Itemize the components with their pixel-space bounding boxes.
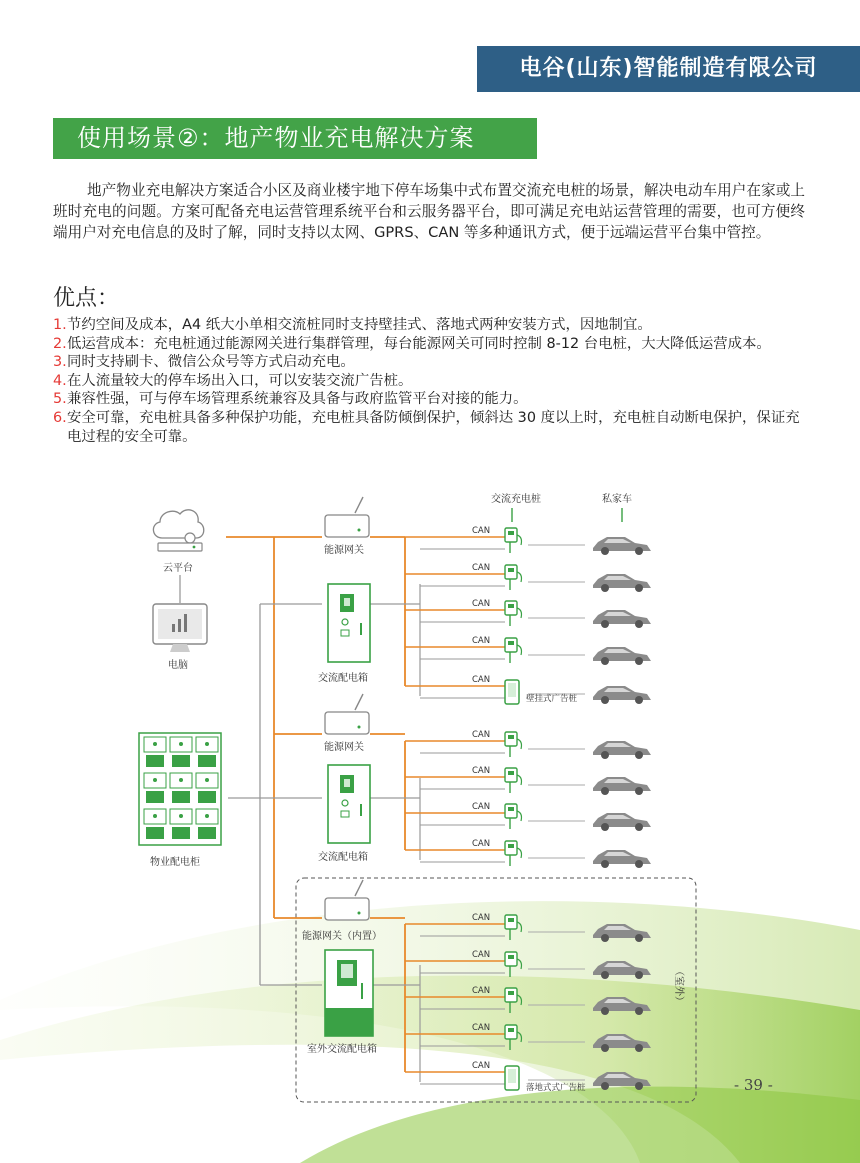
car-icon (593, 813, 651, 831)
cabinet-cell (170, 809, 192, 839)
wall-charger-icon (505, 601, 522, 626)
car-icon (593, 686, 651, 704)
cabinet-cell (144, 737, 166, 767)
wall-charger-icon (505, 768, 522, 793)
cabinet-cell (144, 809, 166, 839)
can-label: CAN (472, 636, 491, 646)
company-name-banner: 电谷(山东)智能制造有限公司 (477, 46, 860, 92)
can-label: CAN (472, 766, 491, 776)
advantage-number: 5. (53, 391, 67, 408)
advantage-item (53, 409, 813, 446)
floor-ad-label: 落地式式广告桩 (526, 1083, 586, 1093)
advantage-item (53, 353, 813, 372)
car-header-label: 私家车 (602, 494, 632, 505)
advantage-text: 安全可靠，充电桩具备多种保护功能，充电桩具备防倾倒保护，倾斜达 30 度以上时，充电桩自动断电保护，保证充电过程的安全可靠。 (67, 409, 800, 445)
outdoor-box-label: 室外交流配电箱 (307, 1044, 377, 1055)
car-icon (593, 610, 651, 628)
cabinet-cell (170, 737, 192, 767)
car-icon (593, 850, 651, 868)
gateway-label-1: 能源网关 (324, 545, 364, 556)
cloud-label: 云平台 (163, 563, 193, 574)
cabinet-cell (196, 737, 218, 767)
advantage-number: 2. (53, 335, 67, 352)
distribution-box-icon (328, 584, 370, 662)
cabinet-label: 物业配电柜 (150, 857, 200, 868)
advantages-heading: 优点： (53, 286, 120, 311)
car-icon (593, 647, 651, 665)
car-icon (593, 537, 651, 555)
can-label: CAN (472, 1061, 491, 1071)
cabinet-icon (139, 733, 221, 845)
can-label: CAN (472, 802, 491, 812)
car-icon (593, 777, 651, 795)
intro-paragraph: 地产物业充电解决方案适合小区及商业楼宇地下停车场集中式布置交流充电桩的场景，解决电动车用户在家或上班时充电的问题。方案可配备充电运营管理系统平台和云服务器平台，即可满足充电站运营管理的需要，也可方便终端用户对充电信息的及时了解，同时支持以太网、GPRS、CAN 等多种通讯方式，便于远端运营平台集中管控。 (53, 182, 805, 241)
gateway-builtin-label: 能源网关（内置） (302, 931, 382, 942)
advantage-item (53, 372, 813, 391)
can-label: CAN (472, 563, 491, 573)
can-label: CAN (472, 526, 491, 536)
advantage-item (53, 390, 813, 409)
ad-charger-icon (505, 1066, 519, 1090)
cabinet-cell (144, 773, 166, 803)
car-icon (593, 574, 651, 592)
advantage-text: 低运营成本：充电桩通过能源网关进行集群管理，每台能源网关可同时控制 8-12 台电桩，大大降低运营成本。 (67, 335, 771, 352)
can-label: CAN (472, 950, 491, 960)
wall-charger-icon (505, 528, 522, 553)
advantage-text: 在人流量较大的停车场出入口，可以安装交流广告桩。 (67, 372, 413, 389)
advantage-number: 6. (53, 409, 67, 426)
advantage-text: 节约空间及成本，A4 纸大小单相交流桩同时支持壁挂式、落地式两种安装方式，因地制宜。 (67, 317, 652, 333)
charger-header-label: 交流充电桩 (491, 494, 541, 505)
can-label: CAN (472, 913, 491, 923)
cabinet-cell (170, 773, 192, 803)
advantage-text: 兼容性强，可与停车场管理系统兼容及具备与政府监管平台对接的能力。 (67, 391, 528, 408)
background-swoosh (0, 901, 860, 1163)
wall-charger-icon (505, 841, 522, 866)
gateway-icon (325, 497, 369, 537)
can-label: CAN (472, 839, 491, 849)
advantage-number: 3. (53, 354, 67, 371)
orange-wiring (226, 537, 405, 918)
distribution-box-label-1: 交流配电箱 (318, 673, 368, 684)
can-label: CAN (472, 1023, 491, 1033)
distribution-box-icon (328, 765, 370, 843)
wall-charger-icon (505, 565, 522, 590)
can-label: CAN (472, 730, 491, 740)
advantage-number: 1. (53, 317, 67, 333)
gateway-icon (325, 880, 369, 920)
outdoor-label: （室外） (673, 966, 684, 1006)
advantage-item (53, 335, 813, 354)
page-number: - 39 - (734, 1076, 773, 1094)
wall-charger-icon (505, 732, 522, 757)
advantage-text: 同时支持刷卡、微信公众号等方式启动充电。 (67, 354, 355, 371)
advantages-list (53, 316, 813, 446)
advantage-number: 4. (53, 372, 67, 389)
ad-charger-icon (505, 680, 519, 704)
can-label: CAN (472, 986, 491, 996)
advantage-item (53, 316, 813, 335)
computer-label: 电脑 (168, 660, 188, 671)
can-label: CAN (472, 599, 491, 609)
can-label: CAN (472, 675, 491, 685)
gateway-label-2: 能源网关 (324, 742, 364, 753)
cabinet-cell (196, 773, 218, 803)
section-title: 使用场景②：地产物业充电解决方案 (53, 118, 537, 159)
cabinet-cell (196, 809, 218, 839)
car-icon (593, 741, 651, 759)
distribution-box-label-2: 交流配电箱 (318, 852, 368, 863)
wall-ad-label: 壁挂式广告桩 (526, 694, 578, 704)
gateway-icon (325, 694, 369, 734)
cloud-icon (153, 510, 203, 551)
wall-charger-icon (505, 804, 522, 829)
wall-charger-icon (505, 638, 522, 663)
computer-icon (153, 604, 207, 652)
outdoor-box-icon (325, 950, 373, 1036)
